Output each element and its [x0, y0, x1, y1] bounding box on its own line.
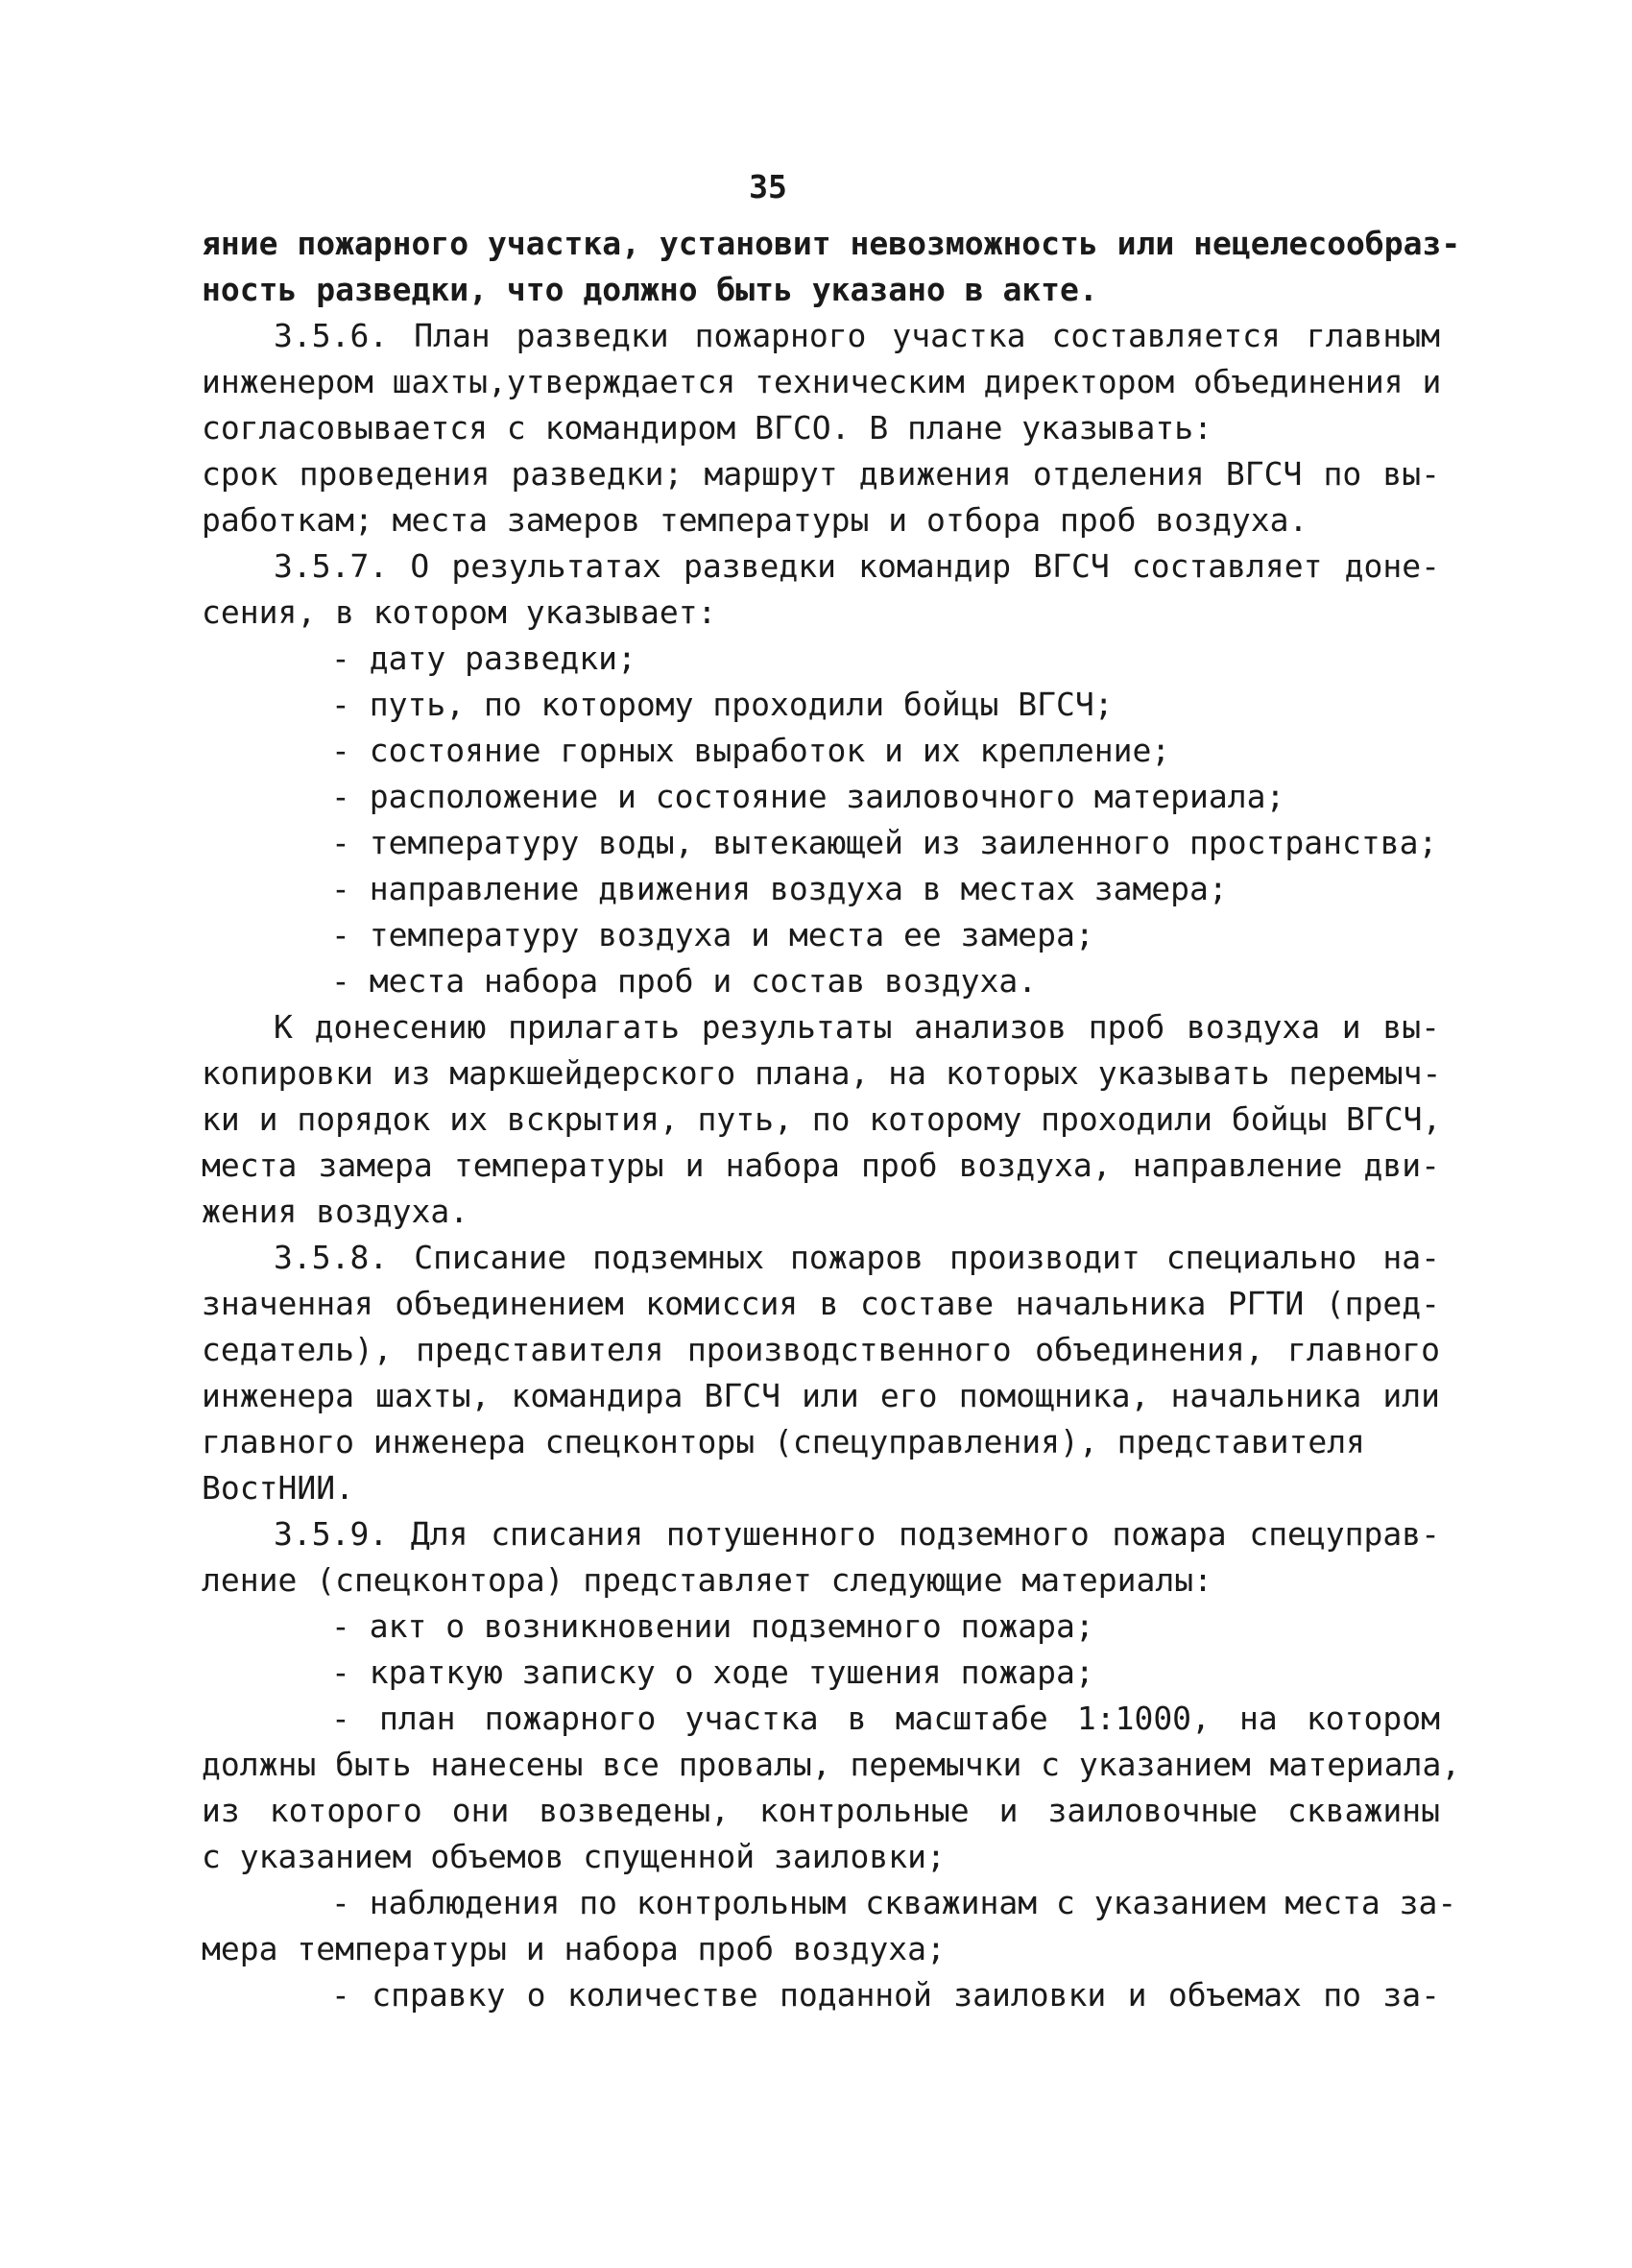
text-line: ность разведки, что должно быть указано в акте.	[202, 271, 1098, 308]
text-line: инженером шахты,утверждается техническим директором объединения и	[202, 363, 1442, 400]
text-line: должны быть нанесены все провалы, перемычки с указанием материала,	[202, 1746, 1461, 1783]
list-item: - план пожарного участка в масштабе 1:1000, на котором	[331, 1700, 1440, 1737]
text-line: места замера температуры и набора проб воздуха, направление дви-	[202, 1146, 1440, 1184]
list-item: - направление движения воздуха в местах замера;	[331, 870, 1228, 907]
text-line: сения, в котором указывает:	[202, 593, 717, 631]
text-line: из которого они возведены, контрольные и заиловочные скважины	[202, 1792, 1440, 1829]
text-line: работкам; места замеров температуры и отбора проб воздуха.	[202, 501, 1308, 539]
list-item: - дату разведки;	[331, 639, 636, 677]
text-line: инженера шахты, командира ВГСЧ или его помощника, начальника или	[202, 1377, 1440, 1414]
text-line: мера температуры и набора проб воздуха;	[202, 1930, 946, 1967]
text-line: 3.5.6. План разведки пожарного участка составляется главным	[274, 317, 1440, 354]
list-item: - места набора проб и состав воздуха.	[331, 962, 1038, 1000]
list-item: - наблюдения по контрольным скважинам с указанием места за-	[331, 1884, 1457, 1921]
text-line: значенная объединением комиссия в составе начальника РГТИ (пред-	[202, 1285, 1440, 1322]
text-line: согласовывается с командиром ВГСО. В плане указывать:	[202, 409, 1212, 446]
text-line: К донесению прилагать результаты анализов проб воздуха и вы-	[274, 1008, 1440, 1046]
text-line: срок проведения разведки; маршрут движения отделения ВГСЧ по вы-	[202, 455, 1440, 493]
text-line: ки и порядок их вскрытия, путь, по которому проходили бойцы ВГСЧ,	[202, 1100, 1442, 1138]
list-item: - состояние горных выработок и их крепление;	[331, 732, 1171, 769]
text-line: ление (спецконтора) представляет следующие материалы:	[202, 1561, 1212, 1599]
list-item: - расположение и состояние заиловочного материала;	[331, 778, 1285, 815]
list-item: - краткую записку о ходе тушения пожара;	[331, 1653, 1094, 1691]
page-number: 35	[749, 168, 787, 205]
text-line: жения воздуха.	[202, 1193, 469, 1230]
list-item: - температуру воздуха и места ее замера;	[331, 916, 1094, 953]
text-line: копировки из маркшейдерского плана, на которых указывать перемыч-	[202, 1054, 1442, 1092]
text-line: с указанием объемов спущенной заиловки;	[202, 1838, 946, 1875]
text-line: 3.5.9. Для списания потушенного подземного пожара спецуправ-	[274, 1515, 1440, 1553]
list-item: - справку о количестве поданной заиловки и объемах по за-	[331, 1976, 1440, 2014]
list-item: - температуру воды, вытекающей из заиленного пространства;	[331, 824, 1438, 861]
text-line: ВостНИИ.	[202, 1469, 354, 1507]
text-line: яние пожарного участка, установит невозможность или нецелесообраз-	[202, 225, 1461, 262]
text-line: главного инженера спецконторы (спецуправления), представителя	[202, 1423, 1365, 1460]
list-item: - акт о возникновении подземного пожара;	[331, 1607, 1094, 1645]
text-line: 3.5.8. Списание подземных пожаров производит специально на-	[274, 1239, 1440, 1276]
list-item: - путь, по которому проходили бойцы ВГСЧ;	[331, 686, 1114, 723]
text-line: 3.5.7. О результатах разведки командир ВГСЧ составляет доне-	[274, 547, 1440, 585]
text-line: седатель), представителя производственного объединения, главного	[202, 1331, 1440, 1368]
